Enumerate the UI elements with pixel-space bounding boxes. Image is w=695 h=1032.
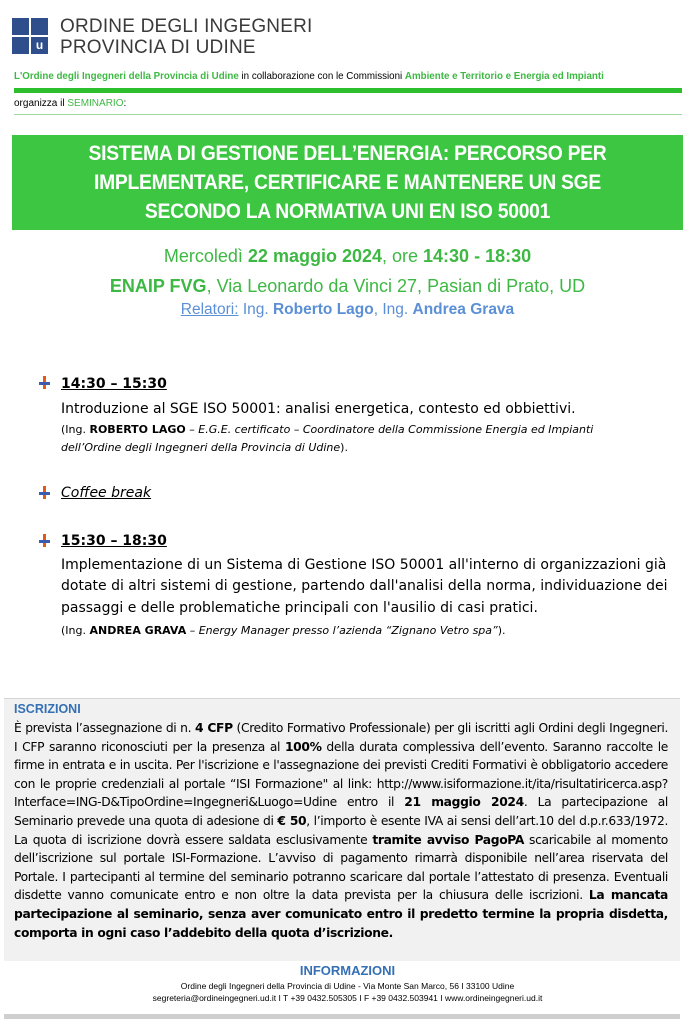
footer-bar — [4, 1014, 680, 1019]
note-close: ). — [340, 441, 348, 454]
organizes-text: organizza il — [14, 98, 68, 109]
speaker1: Roberto Lago — [272, 301, 374, 318]
program-break — [38, 484, 678, 504]
speaker2: Andrea Grava — [412, 301, 515, 318]
logo-letter: u — [31, 37, 48, 54]
coffee-break: Coffee break — [61, 485, 152, 501]
reg-deadline: 21 maggio 2024 — [404, 795, 524, 810]
intro-org: L'Ordine degli Ingegneri della Provincia di Udine — [14, 70, 239, 82]
green-divider — [14, 88, 682, 93]
info-title: INFORMAZIONI — [299, 963, 396, 978]
info-contacts: segreteria@ordineingegneri.ud.it I T +39 0432.505305 I F +39 0432.503941 I www.ordineingegneri.ud.it — [152, 993, 543, 1003]
speaker1-title: Ing. — [238, 301, 273, 318]
program-text-line: dotate di altri sistemi di gestione, partendo dall'analisi della norma, individuazione dei — [61, 578, 668, 594]
logo-square — [12, 37, 29, 54]
registration-text — [14, 719, 668, 942]
title-line3: SECONDO LA NORMATIVA UNI EN ISO 50001 — [144, 200, 551, 223]
org-name — [60, 16, 313, 58]
program-time: 14:30 – 15:30 — [61, 376, 167, 392]
intro-mid: in collaborazione con le Commissioni — [238, 70, 405, 82]
reg-fee: € 50 — [277, 813, 307, 828]
reg-p5: , l’importo è esente IVA ai sensi dell’art.10 del d.p.r.633/1972. La quota di iscrizione dovrà essere saldata esclusivamente — [14, 813, 669, 847]
reg-p1: È prevista l’assegnazione di n. — [14, 721, 195, 735]
reg-pct: 100% — [284, 739, 322, 754]
note-name: ROBERTO LAGO — [89, 423, 186, 436]
reg-pay: tramite avviso PagoPA — [372, 832, 524, 847]
reg-p6: scaricabile al momento dell’iscrizione sul portale ISI-Formazione. L’avviso di pagamento rimarrà disponibile nell’area riservata del Portale. I partecipanti al termine del seminario potranno scaricare dal portale l’attestato di presenza. Eventuali disdette vanno comunicate entro e non oltre la data prevista per la chiusura delle iscrizioni. — [14, 832, 668, 903]
reg-p3: della durata complessiva dell’evento. Saranno raccolte le firme in entrata e in uscita. Per l'iscrizione e l'assegnazione dei previsti Crediti Formativi è obbligatorio accedere con le proprie credenziali al portale “ISI Formazione" al link: http://www.isiformazione.it/ita/risultatiricerca.asp?Interface=ING-D&TipoOrdine=Ingegneri&Luogo=Udine entro il — [14, 739, 668, 810]
logo-square — [12, 18, 29, 35]
event-venue: ENAIP FVG — [109, 276, 207, 296]
program-item — [38, 532, 678, 647]
pin-icon — [38, 376, 52, 390]
note-role: – Energy Manager presso l’azienda “Zignano Vetro spa” — [186, 624, 498, 637]
reg-p4: . La partecipazione al Seminario prevede una quota di adesione di — [14, 795, 668, 828]
program-time: 15:30 – 18:30 — [61, 533, 167, 549]
note-close: ). — [497, 624, 506, 637]
event-speakers — [0, 301, 695, 319]
program-item — [38, 374, 678, 464]
event-day: Mercoledì — [163, 246, 248, 266]
program-note — [61, 622, 506, 640]
program-text: Introduzione al SGE ISO 50001: analisi energetica, contesto ed obbiettivi. — [61, 401, 576, 417]
title-line2: IMPLEMENTARE, CERTIFICARE E MANTENERE UN SGE — [93, 171, 602, 194]
note-role: – E.G.E. certificato – Coordinatore della Commissione Energia ed Impianti — [185, 423, 594, 436]
note-open: (Ing. — [61, 624, 90, 637]
event-time: 14:30 - 18:30 — [423, 246, 532, 266]
intro-commissions: Ambiente e Territorio e Energia ed Impianti — [404, 70, 604, 82]
org-name-line1: ORDINE DEGLI INGEGNERI — [60, 16, 313, 37]
logo-square — [31, 18, 48, 35]
note-open: (Ing. — [61, 423, 90, 436]
program-note-2 — [61, 439, 348, 457]
title-banner — [12, 135, 683, 230]
program-text-line: Implementazione di un Sistema di Gestione ISO 50001 all'interno di organizzazioni già — [61, 557, 667, 573]
seminar-word: SEMINARIO — [67, 98, 124, 109]
organizes-line — [14, 98, 126, 109]
note-role2: dell’Ordine degli Ingegneri della Provincia di Udine — [61, 441, 341, 454]
org-name-line2: PROVINCIA DI UDINE — [60, 37, 256, 58]
intro-line — [14, 70, 604, 82]
program-note — [61, 421, 593, 439]
thin-divider — [14, 114, 682, 115]
pin-icon — [38, 534, 52, 548]
program-text-line: passaggi e delle problematiche principali con l'ausilio di casi pratici. — [61, 600, 538, 616]
pin-icon — [38, 486, 52, 500]
reg-p2: (Credito Formativo Professionale) per gli iscritti agli Ordini degli Ingegneri. I CFP saranno riconosciuti per la presenza al — [14, 721, 668, 754]
reg-warning: La mancata partecipazione al seminario, senza aver comunicato entro il predetto termine la propria disdetta, comporta in ogni caso l’addebito della quota d’iscrizione. — [14, 888, 669, 940]
speakers-label: Relatori: — [180, 301, 239, 318]
event-date — [0, 246, 695, 267]
seminar-colon: : — [123, 98, 127, 109]
reg-cfp: 4 CFP — [194, 721, 233, 735]
title-line1: SISTEMA DI GESTIONE DELL’ENERGIA: PERCORSO PER — [88, 142, 607, 165]
logo — [12, 18, 48, 54]
event-address: , Via Leonardo da Vinci 27, Pasian di Prato, UD — [206, 276, 586, 296]
info-address: Ordine degli Ingegneri della Provincia di Udine - Via Monte San Marco, 56 I 33100 Udine — [180, 981, 515, 991]
registration-title: ISCRIZIONI — [14, 702, 81, 716]
event-time-prefix: , ore — [382, 246, 424, 266]
event-date-value: 22 maggio 2024 — [247, 246, 382, 266]
note-name: ANDREA GRAVA — [89, 624, 187, 637]
event-place — [0, 276, 695, 297]
speaker2-title: , Ing. — [373, 301, 413, 318]
